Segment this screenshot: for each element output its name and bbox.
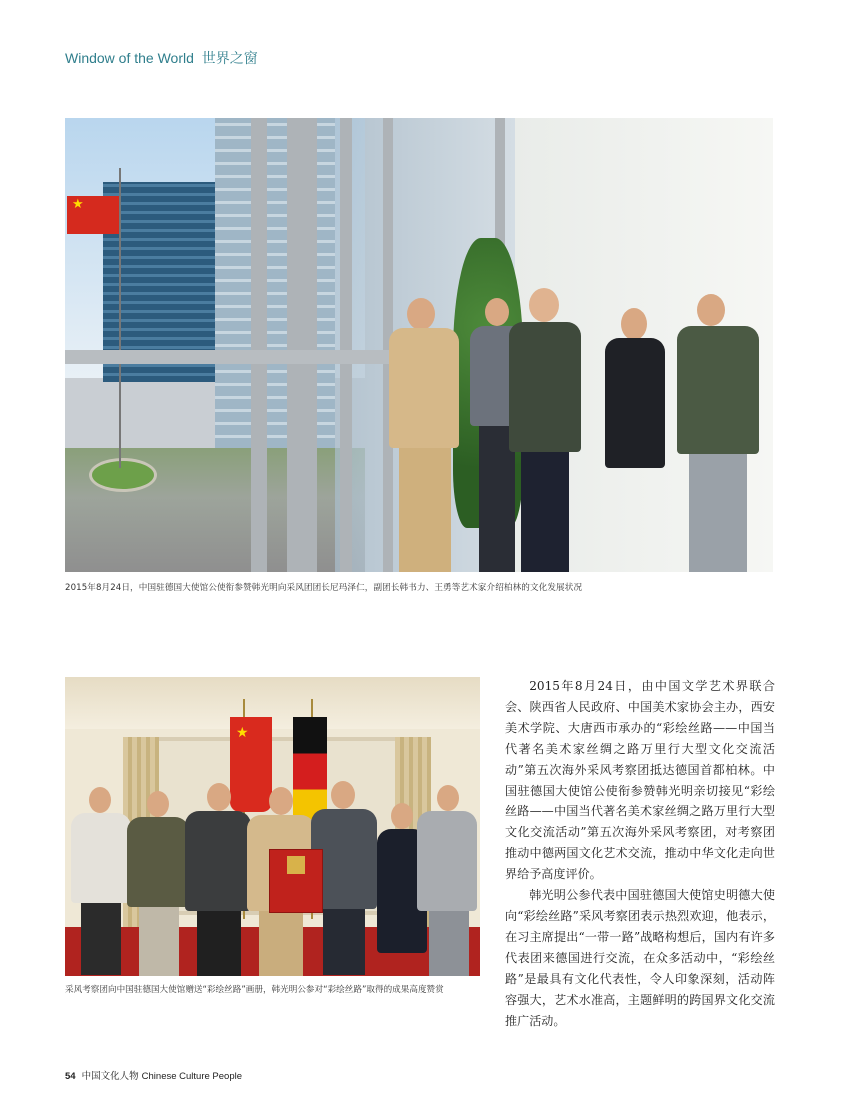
photo2-caption: 采风考察团向中国驻德国大使馆赠送“彩绘丝路”画册，韩光明公参对“彩绘丝路”取得的成果高度赞赏	[65, 985, 444, 995]
photo2-chinese-flag	[230, 717, 272, 812]
photo1-chinese-flag	[67, 196, 119, 234]
section-header	[65, 48, 258, 68]
photo1-lawn	[89, 458, 157, 492]
photo1-office-building	[215, 118, 335, 448]
photo-embassy-window	[65, 118, 773, 572]
photo2-ceiling	[65, 677, 480, 729]
publication-name-en: Chinese Culture People	[141, 1071, 242, 1082]
photo-book-presentation	[65, 677, 480, 976]
photo2-album-book	[269, 849, 323, 913]
page-number: 54	[65, 1071, 76, 1082]
photo1-window-frame	[251, 118, 267, 572]
section-title-en: Window of the World	[65, 50, 194, 66]
photo1-caption: 2015年8月24日，中国驻德国大使馆公使衔参赞韩光明向采风团团长尼玛泽仁，副团长韩书力、王勇等艺术家介绍柏林的文化发展状况	[65, 583, 583, 593]
photo1-window-frame	[287, 118, 317, 572]
section-title-cn: 世界之窗	[201, 51, 258, 67]
publication-name-cn: 中国文化人物	[81, 1071, 139, 1082]
article-paragraph: 2015年8月24日，由中国文学艺术界联合会、陕西省人民政府、中国美术家协会主办，西安美术学院、大唐西市承办的“彩绘丝路——中国当代著名美术家丝绸之路万里行大型文化交流活动”第五次海外采风考察团抵达德国首都柏林。中国驻德国大使馆公使衔参赞韩光明亲切接见“彩绘丝路——中国当代著名美术家丝绸之路万里行大型文化交流活动”第五次海外采风考察团，对考察团推动中德两国文化艺术交流，推动中华文化走向世界给予高度评价。	[505, 679, 775, 882]
photo1-flagpole	[119, 168, 121, 468]
article-paragraph: 韩光明公参代表中国驻德国大使馆史明德大使向“彩绘丝路”采风考察团表示热烈欢迎，他表示，在习主席提出“一带一路”战略构想后，国内有许多代表团来德国进行交流，在众多活动中，“彩绘丝路”是最具有文化代表性，令人印象深刻，活动阵容强大，艺术水准高，主题鲜明的跨国界文化交流推广活动。	[505, 888, 775, 1028]
photo1-window-frame	[340, 118, 352, 572]
article-body	[505, 676, 775, 1031]
page-footer	[65, 1068, 242, 1082]
